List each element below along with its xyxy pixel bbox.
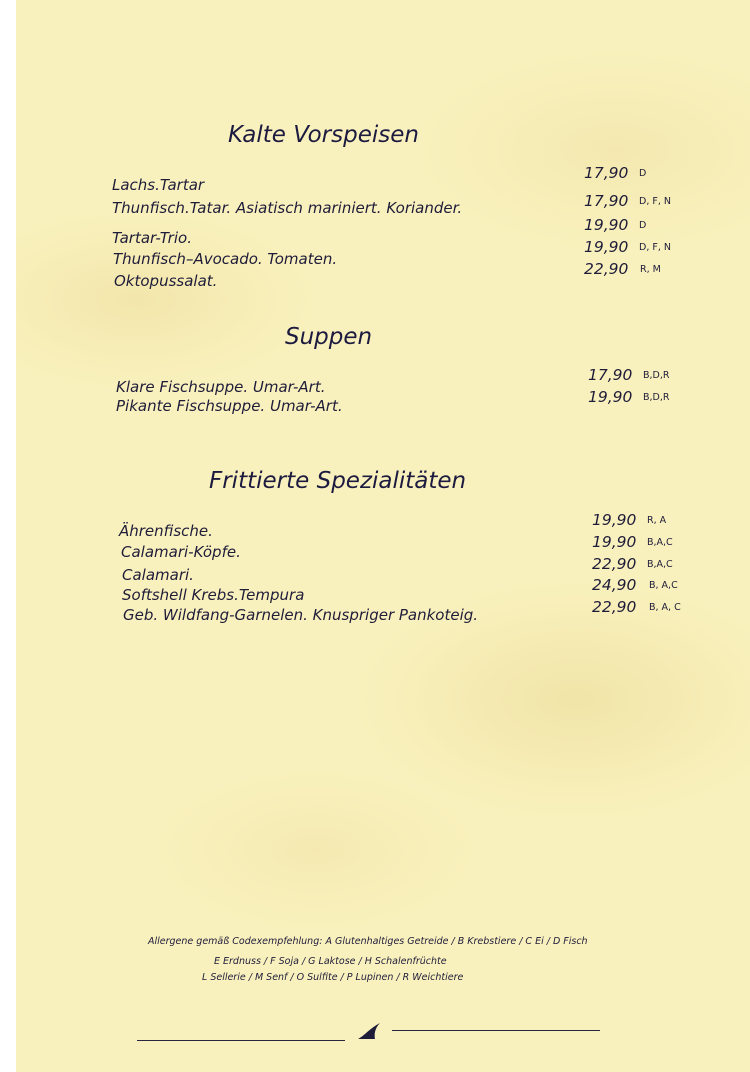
menu-item-price: 19,90 [588,388,633,406]
menu-item-price: 19,90 [584,216,629,234]
menu-item-name: Geb. Wildfang-Garnelen. Knuspriger Pankoteig. [123,606,479,624]
menu-item-name: Pikante Fischsuppe. Umar-Art. [116,397,343,415]
menu-item-price: 19,90 [584,238,629,256]
menu-item-price: 22,90 [584,260,629,278]
menu-item-price: 19,90 [592,533,637,551]
menu-item-price: 17,90 [584,164,629,182]
menu-item-allergens: B,A,C [647,537,673,548]
menu-item-allergens: B, A,C [649,580,678,591]
menu-item-allergens: B, A, C [649,602,681,613]
allergen-legend-line-3: L Sellerie / M Senf / O Sulfite / P Lupinen / R Weichtiere [202,972,464,983]
menu-item-allergens: B,A,C [647,559,673,570]
menu-item-allergens: D, F, N [639,196,671,207]
section-title-suppen: Suppen [285,324,373,350]
menu-item-name: Oktopussalat. [114,272,218,290]
menu-item-name: Thunfisch–Avocado. Tomaten. [113,250,338,268]
menu-item-price: 17,90 [588,366,633,384]
menu-item-allergens: B,D,R [643,392,670,403]
menu-item-name: Tartar-Trio. [112,229,192,247]
menu-item-allergens: D [639,220,647,231]
divider-rule-right [392,1030,600,1031]
divider-rule-left [137,1040,345,1041]
menu-item-allergens: R, M [640,264,661,275]
menu-item-allergens: D [639,168,647,179]
menu-item-name: Thunfisch.Tatar. Asiatisch mariniert. Koriander. [112,199,463,217]
menu-item-allergens: B,D,R [643,370,670,381]
menu-item-price: 22,90 [592,555,637,573]
menu-item-allergens: D, F, N [639,242,671,253]
allergen-legend-line-1: Allergene gemäß Codexempfehlung: A Glutenhaltiges Getreide / B Krebstiere / C Ei / D Fisch [148,936,588,947]
menu-item-price: 22,90 [592,598,637,616]
menu-item-name: Calamari-Köpfe. [121,543,241,561]
menu-item-name: Calamari. [122,566,194,584]
menu-item-name: Softshell Krebs.Tempura [122,586,305,604]
section-title-frittierte-spezialitaeten: Frittierte Spezialitäten [209,468,467,494]
menu-item-price: 24,90 [592,576,637,594]
menu-item-allergens: R, A [647,515,667,526]
section-title-kalte-vorspeisen: Kalte Vorspeisen [228,122,419,148]
menu-item-name: Lachs.Tartar [112,176,205,194]
shark-fin-icon [356,1022,382,1040]
menu-item-name: Klare Fischsuppe. Umar-Art. [116,378,326,396]
menu-item-price: 17,90 [584,192,629,210]
menu-item-name: Ährenfische. [119,522,213,540]
menu-item-price: 19,90 [592,511,637,529]
allergen-legend-line-2: E Erdnuss / F Soja / G Laktose / H Schalenfrüchte [214,956,447,967]
